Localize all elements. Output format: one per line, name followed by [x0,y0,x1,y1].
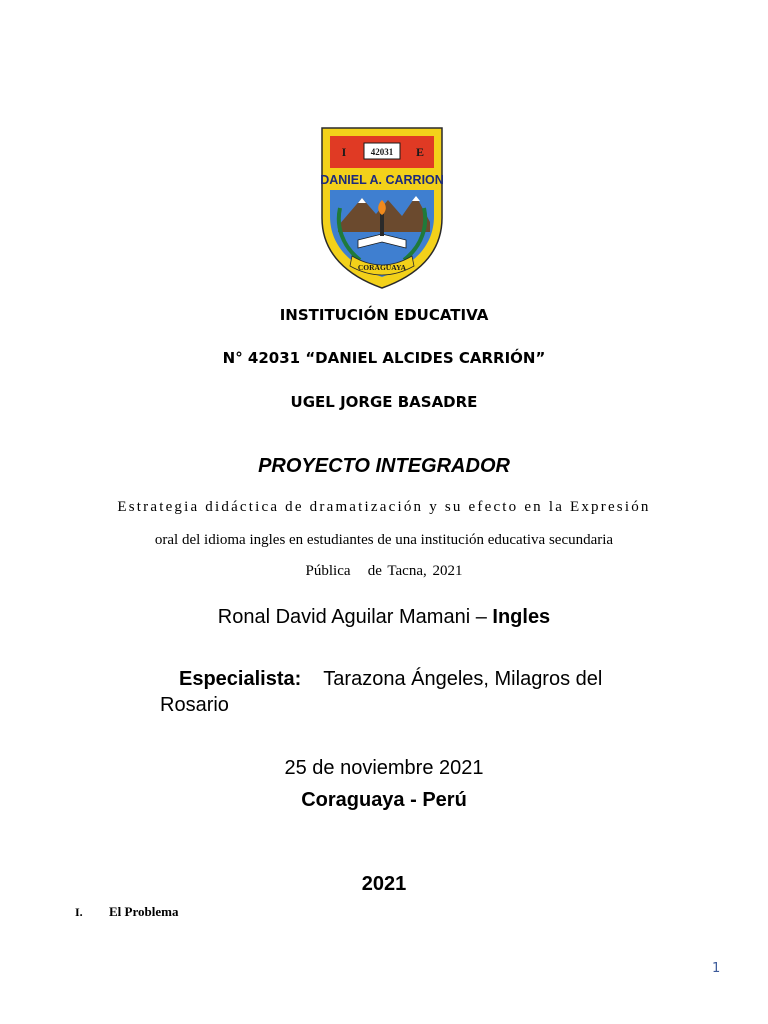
ugel-name: UGEL JORGE BASADRE [290,393,478,411]
section-title: El Problema [109,904,179,919]
crest-town: CORAGUAYA [357,263,407,272]
place: Coraguaya - Perú [301,789,467,811]
crest-school-name: DANIEL A. CARRION [320,173,444,187]
institution-name: N° 42031 “DANIEL ALCIDES CARRIÓN” [222,349,546,367]
author-name: Ronal David Aguilar Mamani [217,606,471,628]
specialist-label: Especialista: [179,668,302,690]
institution-type: INSTITUCIÓN EDUCATIVA [279,306,489,324]
thesis-title-line-1: Estrategia didáctica de dramatización y su efecto en la Expresión [117,499,651,515]
page-number: 1 [712,961,721,976]
school-crest-logo [318,122,446,292]
year: 2021 [361,873,407,895]
project-title: PROYECTO INTEGRADOR [258,455,510,477]
section-number: I. [75,905,83,919]
author-line [0,606,768,629]
crest-number: 42031 [370,147,394,157]
specialist-name-continued: Rosario [160,694,229,716]
crest-letter-right: E [415,145,425,159]
crest-torch-handle [380,214,384,236]
specialist-name: Tarazona Ángeles, Milagros del [323,668,603,690]
crest-letter-left: I [341,145,347,159]
author-separator: – [470,606,493,628]
thesis-title-line-3: Pública de Tacna, 2021 [305,563,463,579]
thesis-title-line-2: oral del idioma ingles en estudiantes de una institución educativa secundaria [154,532,614,548]
specialist-line [179,668,602,691]
date: 25 de noviembre 2021 [284,757,484,779]
author-area: Ingles [492,606,551,628]
